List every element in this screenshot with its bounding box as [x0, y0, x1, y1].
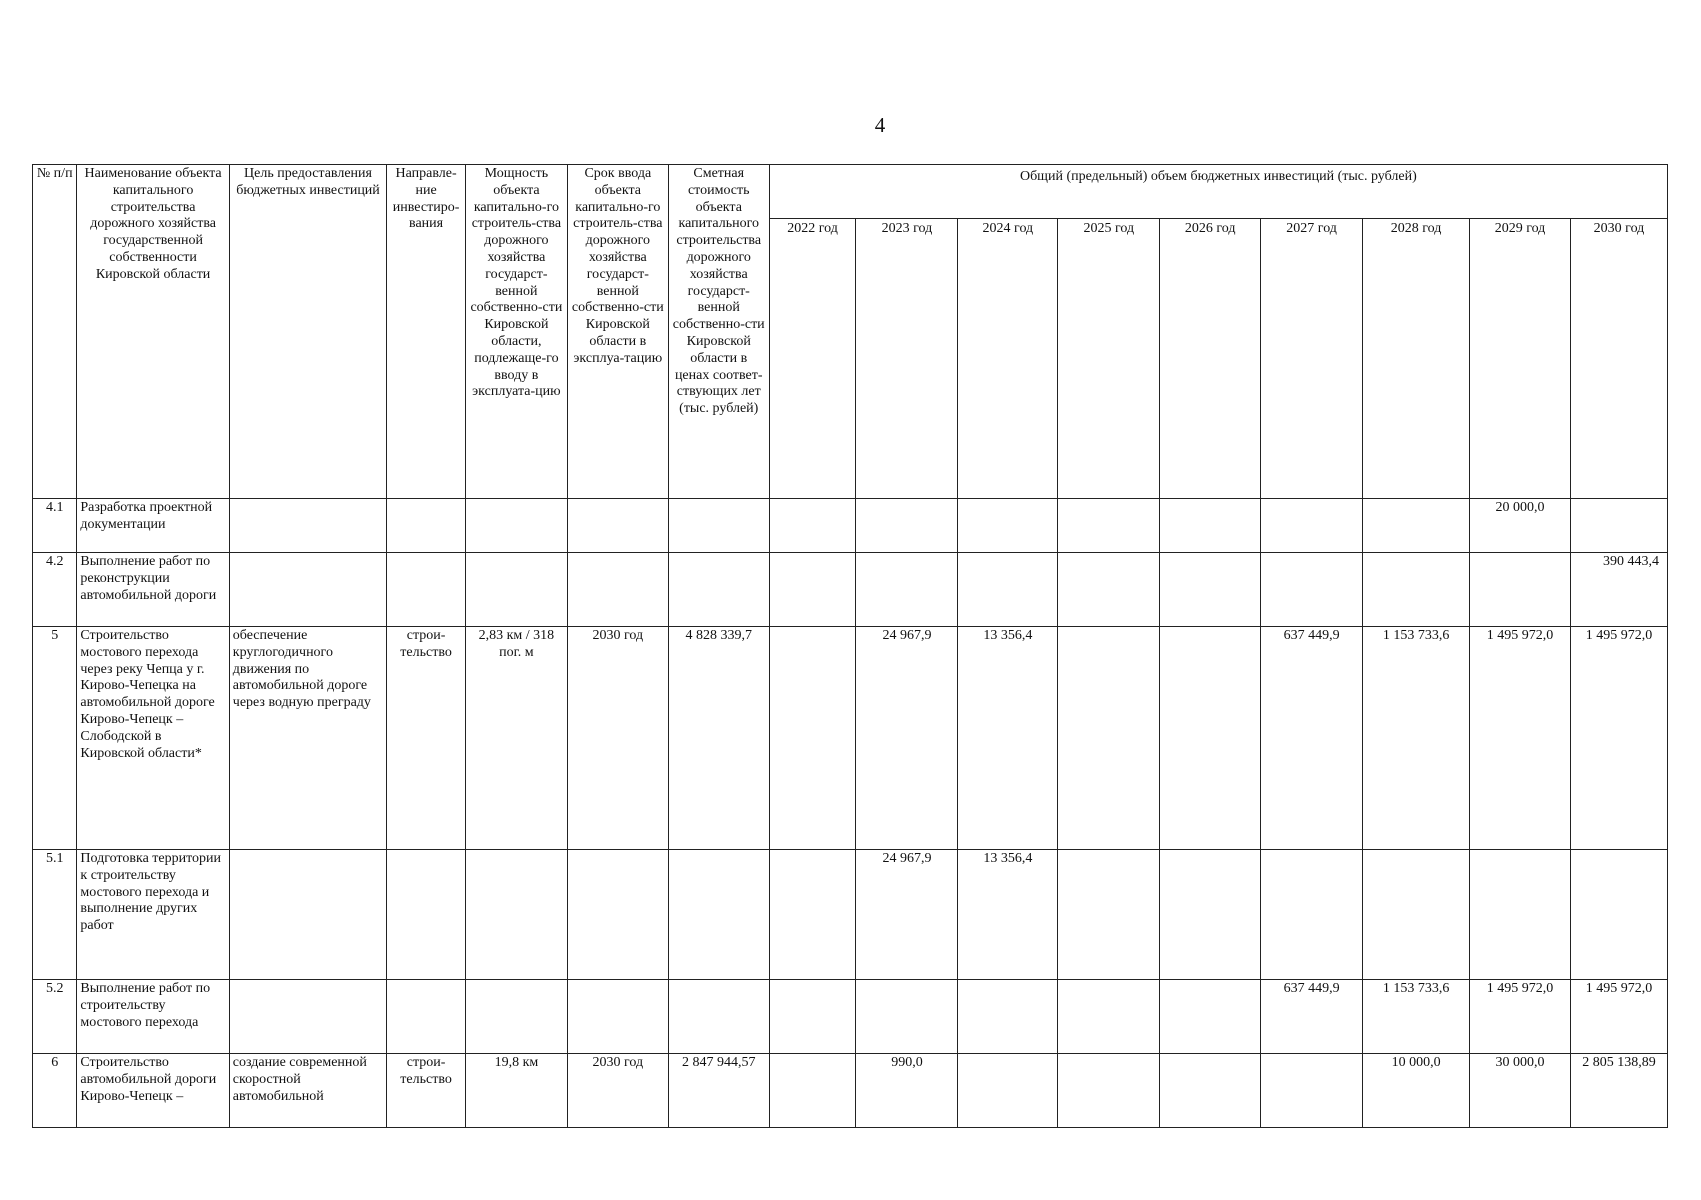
row-year-value	[1058, 627, 1160, 850]
row-year-value	[1261, 850, 1363, 980]
row-year-value: 637 449,9	[1261, 980, 1363, 1054]
row-cost	[668, 499, 769, 553]
row-year-value: 13 356,4	[958, 850, 1058, 980]
row-year-value: 24 967,9	[856, 627, 958, 850]
row-cost	[668, 980, 769, 1054]
row-goal	[229, 499, 386, 553]
header-year: 2027 год	[1261, 219, 1363, 499]
row-year-value: 390 443,4	[1570, 553, 1667, 627]
row-object-name: Выполнение работ по реконструкции автомобильной дороги	[77, 553, 229, 627]
row-year-value	[769, 850, 856, 980]
row-year-value: 1 495 972,0	[1570, 627, 1667, 850]
row-year-value: 20 000,0	[1470, 499, 1571, 553]
budget-investment-table	[32, 164, 1668, 1128]
header-year: 2030 год	[1570, 219, 1667, 499]
row-cost	[668, 553, 769, 627]
row-number: 4.1	[33, 499, 77, 553]
row-direction	[387, 499, 466, 553]
row-year-value	[769, 499, 856, 553]
page-number: 4	[874, 113, 886, 137]
row-year-value	[1570, 850, 1667, 980]
row-year-value: 1 495 972,0	[1470, 627, 1571, 850]
header-direction: Направле-ние инвестиро-вания	[387, 165, 466, 499]
row-year-value	[958, 980, 1058, 1054]
row-year-value	[1160, 499, 1261, 553]
row-year-value	[1058, 499, 1160, 553]
row-term	[567, 980, 668, 1054]
row-year-value: 30 000,0	[1470, 1054, 1571, 1128]
header-year: 2025 год	[1058, 219, 1160, 499]
row-year-value: 24 967,9	[856, 850, 958, 980]
row-capacity: 19,8 км	[465, 1054, 567, 1128]
row-term	[567, 850, 668, 980]
row-year-value	[769, 553, 856, 627]
row-object-name: Выполнение работ по строительству мостового перехода	[77, 980, 229, 1054]
header-year: 2023 год	[856, 219, 958, 499]
row-year-value	[1160, 1054, 1261, 1128]
header-row-top	[33, 165, 1668, 219]
row-year-value: 1 153 733,6	[1363, 627, 1470, 850]
row-year-value	[1160, 850, 1261, 980]
row-capacity	[465, 553, 567, 627]
row-year-value	[1261, 1054, 1363, 1128]
row-year-value	[769, 1054, 856, 1128]
row-year-value: 13 356,4	[958, 627, 1058, 850]
header-num: № п/п	[33, 165, 77, 499]
row-year-value: 1 495 972,0	[1570, 980, 1667, 1054]
row-year-value	[856, 499, 958, 553]
row-goal: обеспечение круглогодичного движения по автомобильной дороге через водную преграду	[229, 627, 386, 850]
row-direction: строи-тельство	[387, 1054, 466, 1128]
row-cost	[668, 850, 769, 980]
row-goal	[229, 980, 386, 1054]
row-direction	[387, 850, 466, 980]
row-year-value: 637 449,9	[1261, 627, 1363, 850]
row-direction	[387, 980, 466, 1054]
row-cost: 4 828 339,7	[668, 627, 769, 850]
row-capacity	[465, 980, 567, 1054]
row-goal	[229, 850, 386, 980]
row-number: 5.1	[33, 850, 77, 980]
table-row	[33, 499, 1668, 553]
header-estimated-cost: Сметная стоимость объекта капитального строительства дорожного хозяйства государст-венной собственно-сти Кировской области в ценах соответ-ствующих лет (тыс. рублей)	[668, 165, 769, 499]
row-year-value	[1058, 1054, 1160, 1128]
row-object-name: Строительство мостового перехода через реку Чепца у г. Кирово-Чепецка на автомобильной дороге Кирово-Чепецк – Слободской в Кировской области*	[77, 627, 229, 850]
row-object-name: Подготовка территории к строительству мостового перехода и выполнение других работ	[77, 850, 229, 980]
row-capacity	[465, 850, 567, 980]
row-direction: строи-тельство	[387, 627, 466, 850]
row-term: 2030 год	[567, 627, 668, 850]
row-goal: создание современной скоростной автомобильной	[229, 1054, 386, 1128]
row-year-value: 1 153 733,6	[1363, 980, 1470, 1054]
row-capacity: 2,83 км / 318 пог. м	[465, 627, 567, 850]
row-year-value: 2 805 138,89	[1570, 1054, 1667, 1128]
row-year-value	[1160, 980, 1261, 1054]
row-term: 2030 год	[567, 1054, 668, 1128]
table-row	[33, 1054, 1668, 1128]
row-cost: 2 847 944,57	[668, 1054, 769, 1128]
row-year-value	[1363, 850, 1470, 980]
row-year-value: 10 000,0	[1363, 1054, 1470, 1128]
row-number: 5.2	[33, 980, 77, 1054]
row-year-value	[1160, 553, 1261, 627]
row-number: 6	[33, 1054, 77, 1128]
row-year-value	[1261, 499, 1363, 553]
row-year-value	[958, 499, 1058, 553]
row-term	[567, 499, 668, 553]
row-number: 5	[33, 627, 77, 850]
header-year: 2022 год	[769, 219, 856, 499]
header-year: 2028 год	[1363, 219, 1470, 499]
row-year-value	[769, 627, 856, 850]
table-row	[33, 980, 1668, 1054]
row-number: 4.2	[33, 553, 77, 627]
row-year-value	[1363, 499, 1470, 553]
header-object-name: Наименование объекта капитального строительства дорожного хозяйства государственной собственности Кировской области	[77, 165, 229, 499]
row-year-value	[958, 1054, 1058, 1128]
row-direction	[387, 553, 466, 627]
row-year-value	[1058, 553, 1160, 627]
row-capacity	[465, 499, 567, 553]
row-year-value	[1470, 553, 1571, 627]
row-year-value	[1470, 850, 1571, 980]
row-year-value	[1058, 850, 1160, 980]
row-year-value	[1570, 499, 1667, 553]
table-row	[33, 850, 1668, 980]
table-row	[33, 553, 1668, 627]
header-year: 2024 год	[958, 219, 1058, 499]
row-term	[567, 553, 668, 627]
row-year-value	[1058, 980, 1160, 1054]
header-total-volume: Общий (предельный) объем бюджетных инвестиций (тыс. рублей)	[769, 165, 1667, 219]
header-year: 2029 год	[1470, 219, 1571, 499]
table-row	[33, 627, 1668, 850]
row-year-value: 990,0	[856, 1054, 958, 1128]
header-year: 2026 год	[1160, 219, 1261, 499]
header-commissioning-term: Срок ввода объекта капитально-го строитель-ства дорожного хозяйства государст-венной собственно-сти Кировской области в эксплуа-тацию	[567, 165, 668, 499]
row-object-name: Разработка проектной документации	[77, 499, 229, 553]
row-year-value: 1 495 972,0	[1470, 980, 1571, 1054]
header-goal: Цель предоставления бюджетных инвестиций	[229, 165, 386, 499]
row-goal	[229, 553, 386, 627]
row-year-value	[856, 980, 958, 1054]
row-year-value	[856, 553, 958, 627]
header-capacity: Мощность объекта капитально-го строитель-ства дорожного хозяйства государст-венной собственно-сти Кировской области, подлежаще-го вводу в эксплуата-цию	[465, 165, 567, 499]
row-year-value	[1363, 553, 1470, 627]
row-year-value	[1261, 553, 1363, 627]
row-year-value	[958, 553, 1058, 627]
row-year-value	[769, 980, 856, 1054]
row-year-value	[1160, 627, 1261, 850]
row-object-name: Строительство автомобильной дороги Кирово-Чепецк –	[77, 1054, 229, 1128]
